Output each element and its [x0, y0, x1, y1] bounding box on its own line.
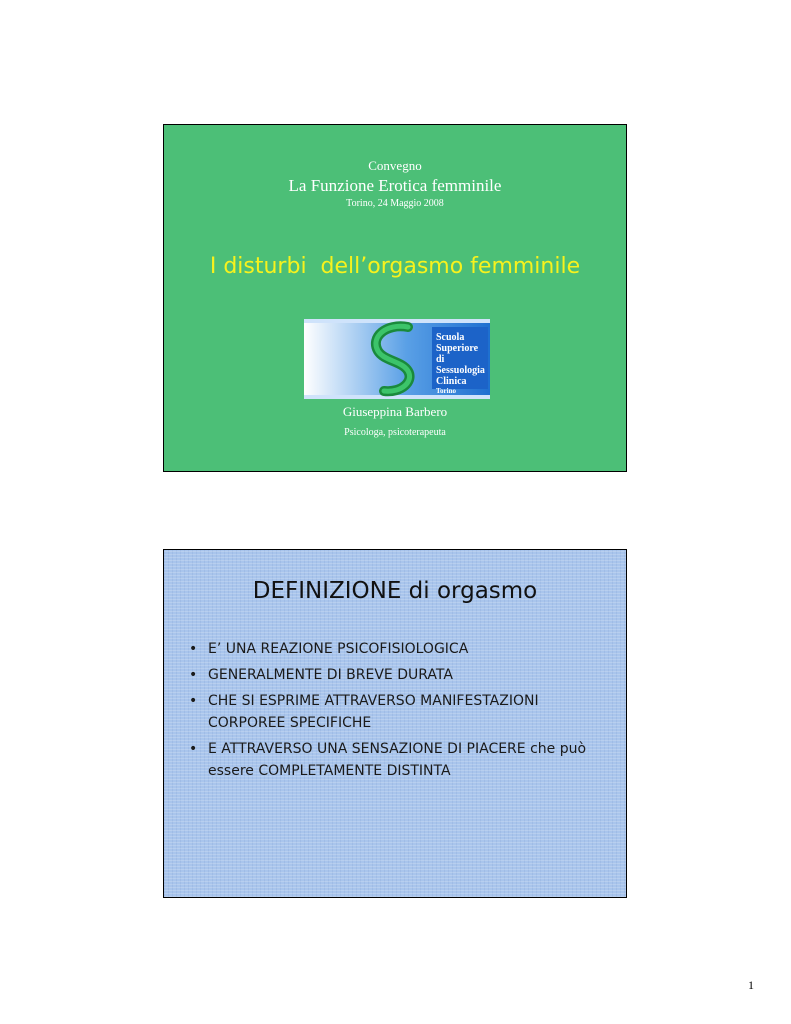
- author-role: Psicologa, psicoterapeuta: [344, 427, 446, 438]
- slide-heading: DEFINIZIONE di orgasmo: [252, 578, 538, 604]
- logo-line-1: Scuola: [436, 332, 465, 343]
- list-item: [184, 664, 614, 686]
- slide-definition: [163, 549, 627, 898]
- school-logo: [304, 319, 490, 399]
- conference-label: Convegno: [368, 158, 422, 173]
- presentation-title: I disturbi dell’orgasmo femminile: [209, 254, 581, 279]
- author-name: Giuseppina Barbero: [342, 404, 448, 419]
- bullet-icon: •: [189, 641, 198, 657]
- slide-title: [163, 124, 627, 472]
- logo-line-4: Clinica: [436, 376, 467, 387]
- bullet-icon: •: [189, 667, 198, 683]
- list-item: [184, 638, 614, 660]
- conference-title: La Funzione Erotica femminile: [288, 176, 502, 195]
- bullet-list: [184, 638, 614, 786]
- list-item-text: E’ UNA REAZIONE PSICOFISIOLOGICA: [208, 641, 469, 657]
- logo-line-3: Sessuologia: [436, 365, 485, 376]
- page-number: 1: [748, 978, 754, 992]
- list-item: [184, 690, 614, 734]
- list-item: [184, 738, 614, 782]
- logo-line-5: Torino: [436, 387, 456, 395]
- logo-line-2: Superiore di: [436, 343, 479, 365]
- list-item-text: E ATTRAVERSO UNA SENSAZIONE DI PIACERE che può essere COMPLETAMENTE DISTINTA: [208, 741, 587, 779]
- logo-text: [436, 332, 488, 395]
- list-item-text: GENERALMENTE DI BREVE DURATA: [208, 667, 453, 683]
- bullet-icon: •: [189, 693, 198, 709]
- list-item-text: CHE SI ESPRIME ATTRAVERSO MANIFESTAZIONI CORPOREE SPECIFICHE: [208, 693, 539, 731]
- bullet-icon: •: [189, 741, 198, 757]
- conference-date: Torino, 24 Maggio 2008: [346, 198, 444, 209]
